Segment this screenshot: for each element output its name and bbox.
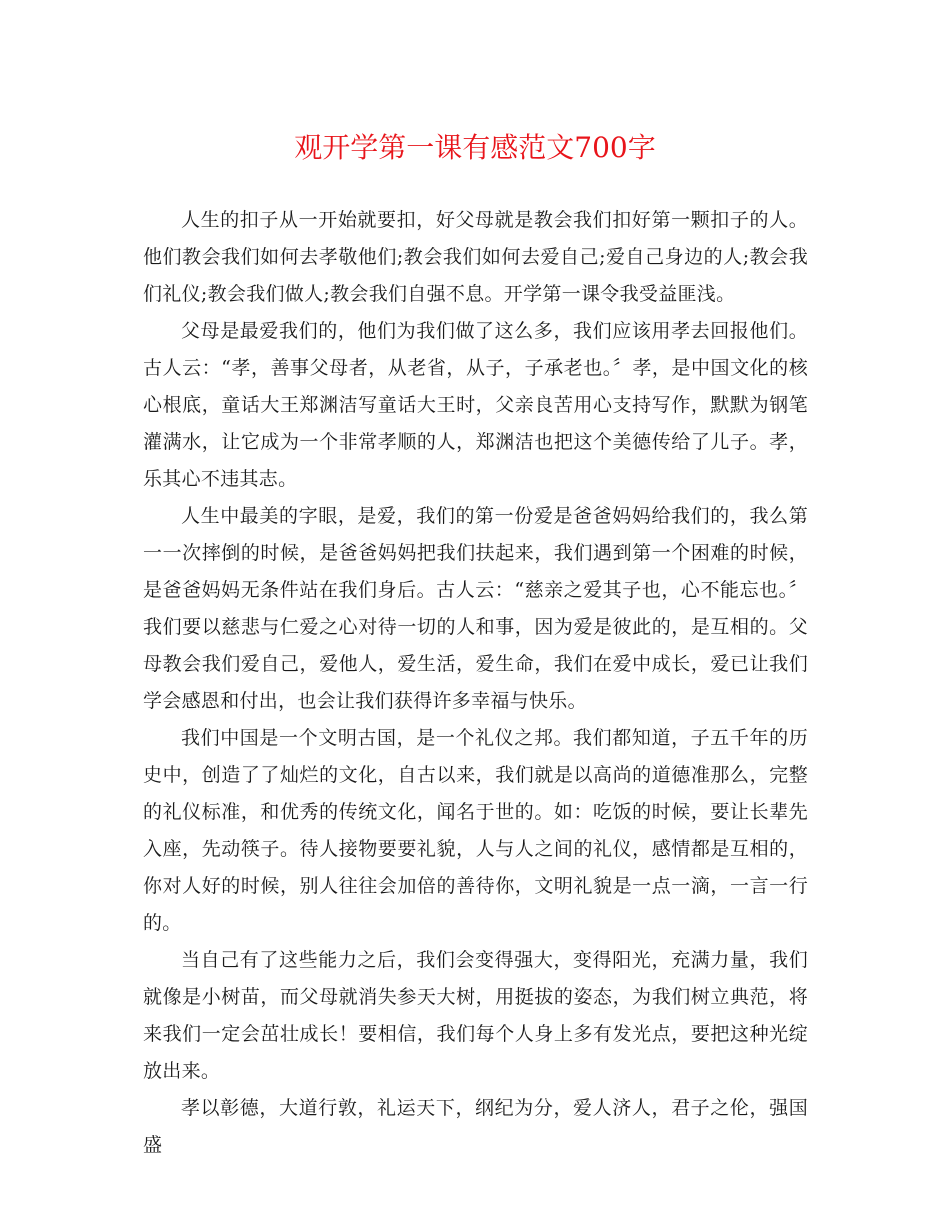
paragraph-6: 孝以彰德，大道行敦，礼运天下，纲纪为分，爱人济人，君子之伦，强国盛 [143, 1097, 808, 1156]
paragraph-1: 人生的扣子从一开始就要扣，好父母就是教会我们扣好第一颗扣子的人。他们教会我们如何去孝敬他们;教会我们如何去爱自己;爱自己身边的人;教会我们礼仪;教会我们做人;教会我们自强不息。开学第一课令我受益匪浅。 [143, 209, 808, 305]
paragraph-3: 人生中最美的字眼，是爱，我们的第一份爱是爸爸妈妈给我们的，我么第一一次摔倒的时候，是爸爸妈妈把我们扶起来，我们遇到第一个困难的时候，是爸爸妈妈无条件站在我们身后。古人云：“慈亲之爱其子也，心不能忘也。〞我们要以慈悲与仁爱之心对待一切的人和事，因为爱是彼此的，是互相的。父母教会我们爱自己，爱他人，爱生活，爱生命，我们在爱中成长，爱已让我们学会感恩和付出，也会让我们获得许多幸福与快乐。 [143, 505, 808, 712]
paragraph-4: 我们中国是一个文明古国，是一个礼仪之邦。我们都知道，子五千年的历史中，创造了了灿烂的文化，自古以来，我们就是以高尚的道德准那么，完整的礼仪标准，和优秀的传统文化，闻名于世的。如：吃饭的时候，要让长辈先入座，先动筷子。待人接物要要礼貌，人与人之间的礼仪，感情都是互相的，你对人好的时候，别人往往会加倍的善待你，文明礼貌是一点一滴，一言一行的。 [143, 727, 808, 934]
paragraph-5: 当自己有了这些能力之后，我们会变得强大，变得阳光，充满力量，我们就像是小树苗，而父母就消失参天大树，用挺拔的姿态，为我们树立典范，将来我们一定会茁壮成长！要相信，我们每个人身上多有发光点，要把这种光绽放出来。 [143, 949, 808, 1082]
document-title: 观开学第一课有感范文700字 [294, 131, 656, 164]
paragraph-2: 父母是最爱我们的，他们为我们做了这么多，我们应该用孝去回报他们。古人云：“孝，善事父母者，从老省，从子，子承老也。〞孝，是中国文化的核心根底，童话大王郑渊洁写童话大王时，父亲良苦用心支持写作，默默为钢笔灌满水，让它成为一个非常孝顺的人，郑渊洁也把这个美德传给了儿子。孝，乐其心不违其志。 [143, 320, 808, 490]
document-body [143, 202, 808, 1164]
